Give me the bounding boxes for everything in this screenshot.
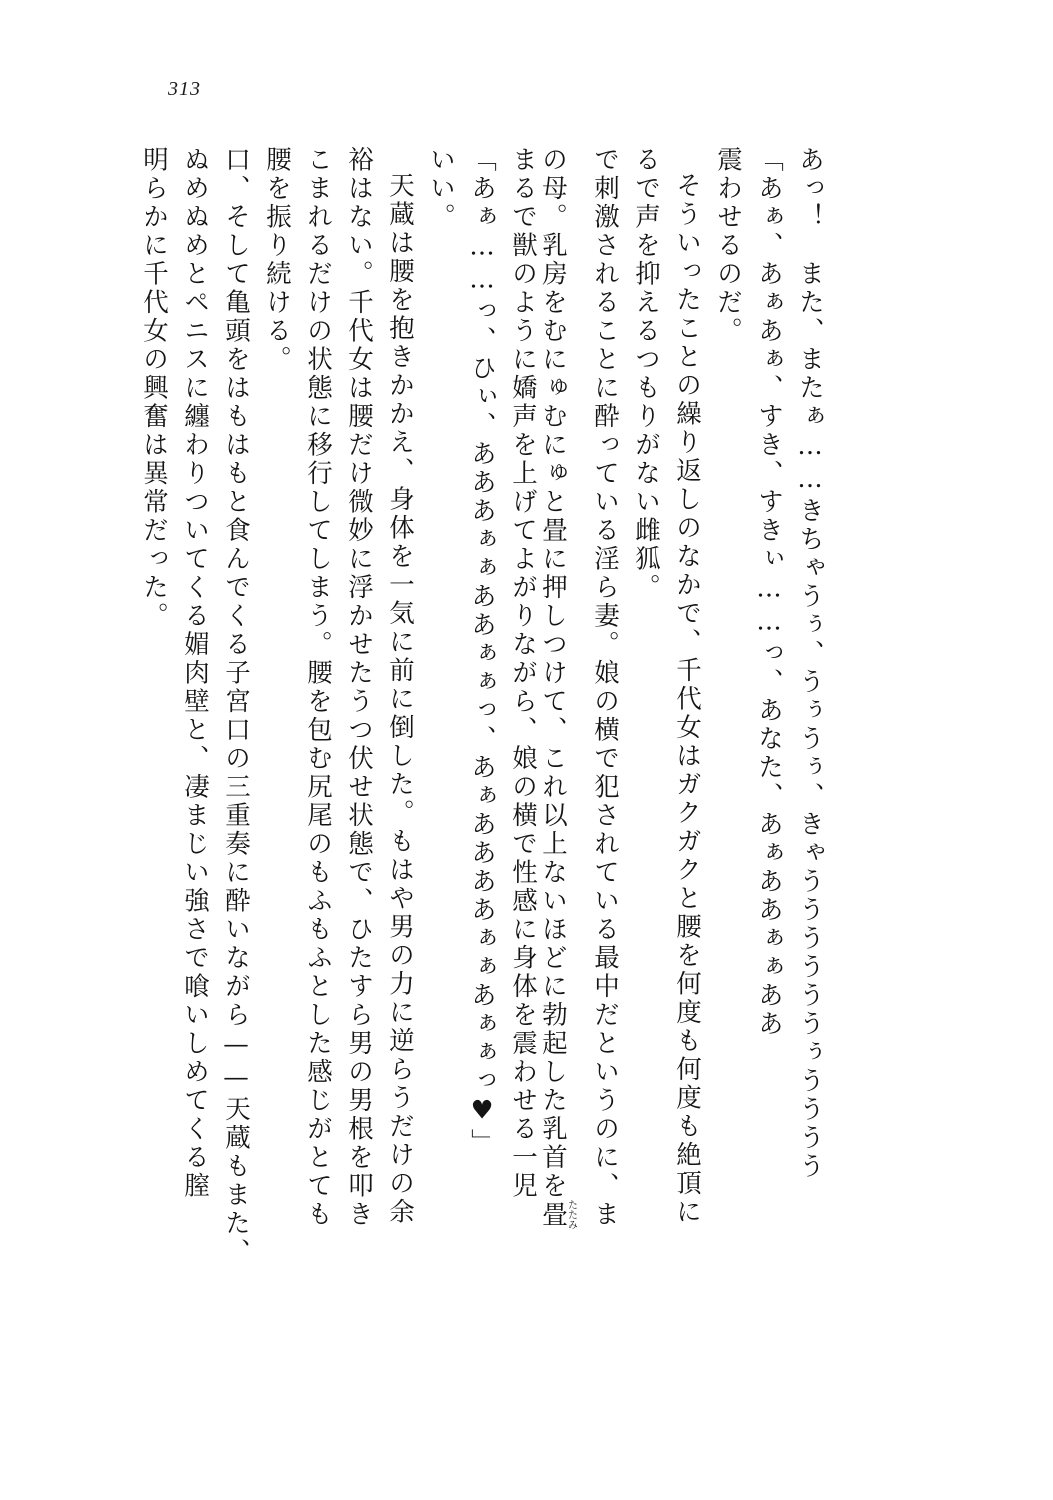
text-column: こまれるだけの状態に移行してしまう。腰を包む尻尾のもふもふとした感じがとても (303, 146, 333, 1229)
heart-icon: ♥ (467, 1095, 497, 1129)
text-column: 天蔵は腰を抱きかかえ、身体を一気に前に倒した。もはや男の力に逆らうだけの余 (385, 172, 415, 1227)
text-column: 腰を振り続ける。 (262, 146, 292, 374)
text-column: あっ！ また、またぁ……きちゃうぅ、うぅうぅ、きゃううううううぅうううう (795, 146, 825, 1181)
text-column: 「あぁ、あぁあぁ、すき、すきぃ……っ、あなた、あぁああぁぁああ (754, 146, 784, 1039)
text-column-with-ruby: の母。乳房をむにゅむにゅと畳に押しつけて、これ以上ないほどに勃起した乳首を畳たたみ (538, 146, 577, 1230)
text-column: そういったことの繰り返しのなかで、千代女はガクガクと腰を何度も何度も絶頂に (672, 172, 702, 1227)
text-column: いい。 (426, 146, 456, 232)
text-column: 明らかに千代女の興奮は異常だった。 (139, 146, 169, 631)
page-number: 313 (168, 78, 201, 100)
text-column: 「あぁ……っ、ひぃ、あああぁぁああぁぁっ、あぁああああぁぁあぁぁっ♥」 (467, 146, 497, 1157)
text-column: るで声を抑えるつもりがない雌狐。 (631, 146, 661, 602)
text-column: まるで獣のように嬌声を上げてよがりながら、娘の横で性感に身体を震わせる一児 (508, 146, 538, 1201)
text-column: ぬめぬめとペニスに纏わりついてくる媚肉壁と、凄まじい強さで喰いしめてくる膣 (180, 146, 210, 1201)
text-column: で刺激されることに酔っている淫ら妻。娘の横で犯されている最中だというのに、ま (590, 146, 620, 1229)
text-column: 震わせるのだ。 (713, 146, 743, 346)
vertical-text-block (125, 146, 885, 1376)
text-column: 口、そして亀頭をはもはもと食んでくる子宮口の三重奏に酔いながら——天蔵もまた、 (221, 146, 251, 1267)
text-column: 裕はない。千代女は腰だけ微妙に浮かせたうつ伏せ状態で、ひたすら男の男根を叩き (344, 146, 374, 1229)
